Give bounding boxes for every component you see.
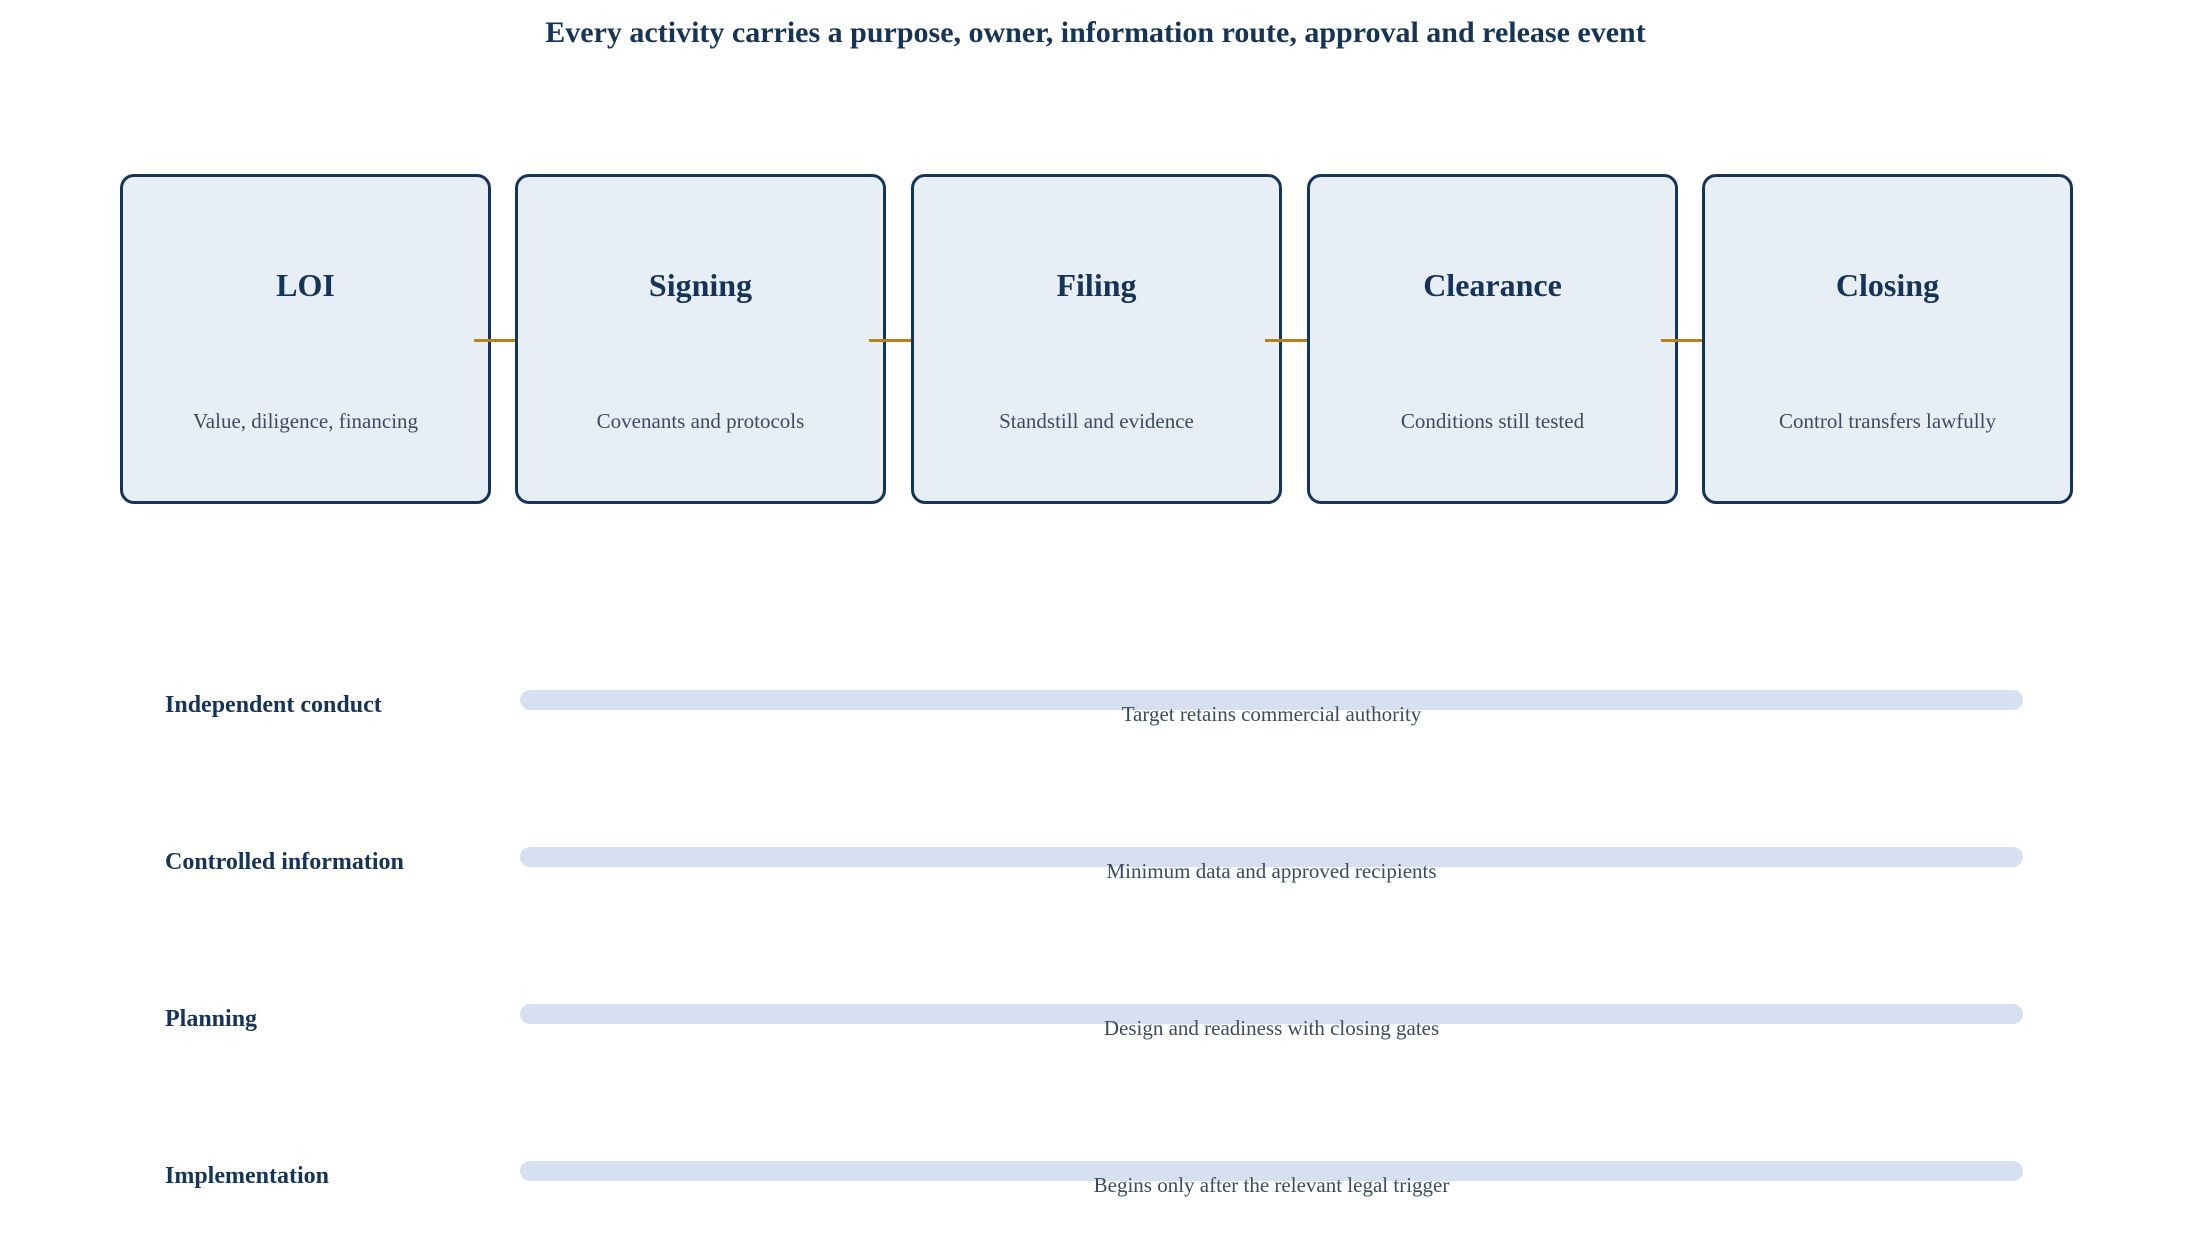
stage-connector xyxy=(869,339,911,342)
stage-name: Clearance xyxy=(1423,267,1562,303)
lane-description: Begins only after the relevant legal trigger xyxy=(1093,1173,1450,1197)
stage-description: Control transfers lawfully xyxy=(1779,409,1996,433)
stage-name: Filing xyxy=(1056,267,1137,303)
lane-controlled-information xyxy=(0,847,2191,927)
lane-description: Minimum data and approved recipients xyxy=(1106,859,1437,883)
lane-label: Independent conduct xyxy=(165,692,382,718)
stage-connector xyxy=(474,339,516,342)
stage-name: LOI xyxy=(276,267,335,303)
stage-name: Signing xyxy=(648,267,753,303)
lane-label: Implementation xyxy=(165,1163,329,1189)
stage-closing xyxy=(1702,174,2073,504)
lane-independent-conduct xyxy=(0,690,2191,770)
stage-name: Closing xyxy=(1835,267,1940,303)
stage-timeline xyxy=(0,0,2191,560)
diagram-title: Every activity carries a purpose, owner, information route, approval and release event xyxy=(545,16,1646,49)
lane-implementation xyxy=(0,1161,2191,1241)
stage-description: Covenants and protocols xyxy=(596,409,805,433)
lane-label: Controlled information xyxy=(165,849,404,875)
stage-description: Value, diligence, financing xyxy=(192,409,419,433)
stage-signing xyxy=(515,174,886,504)
lane-planning xyxy=(0,1004,2191,1084)
stage-connector xyxy=(1661,339,1703,342)
lane-description: Design and readiness with closing gates xyxy=(1103,1016,1440,1040)
stage-description: Conditions still tested xyxy=(1400,409,1585,433)
lane-description: Target retains commercial authority xyxy=(1121,702,1422,726)
stage-clearance xyxy=(1307,174,1678,504)
stage-filing xyxy=(911,174,1282,504)
stage-description: Standstill and evidence xyxy=(999,409,1194,433)
stage-connector xyxy=(1265,339,1307,342)
stage-loi xyxy=(120,174,491,504)
lane-label: Planning xyxy=(165,1006,258,1032)
